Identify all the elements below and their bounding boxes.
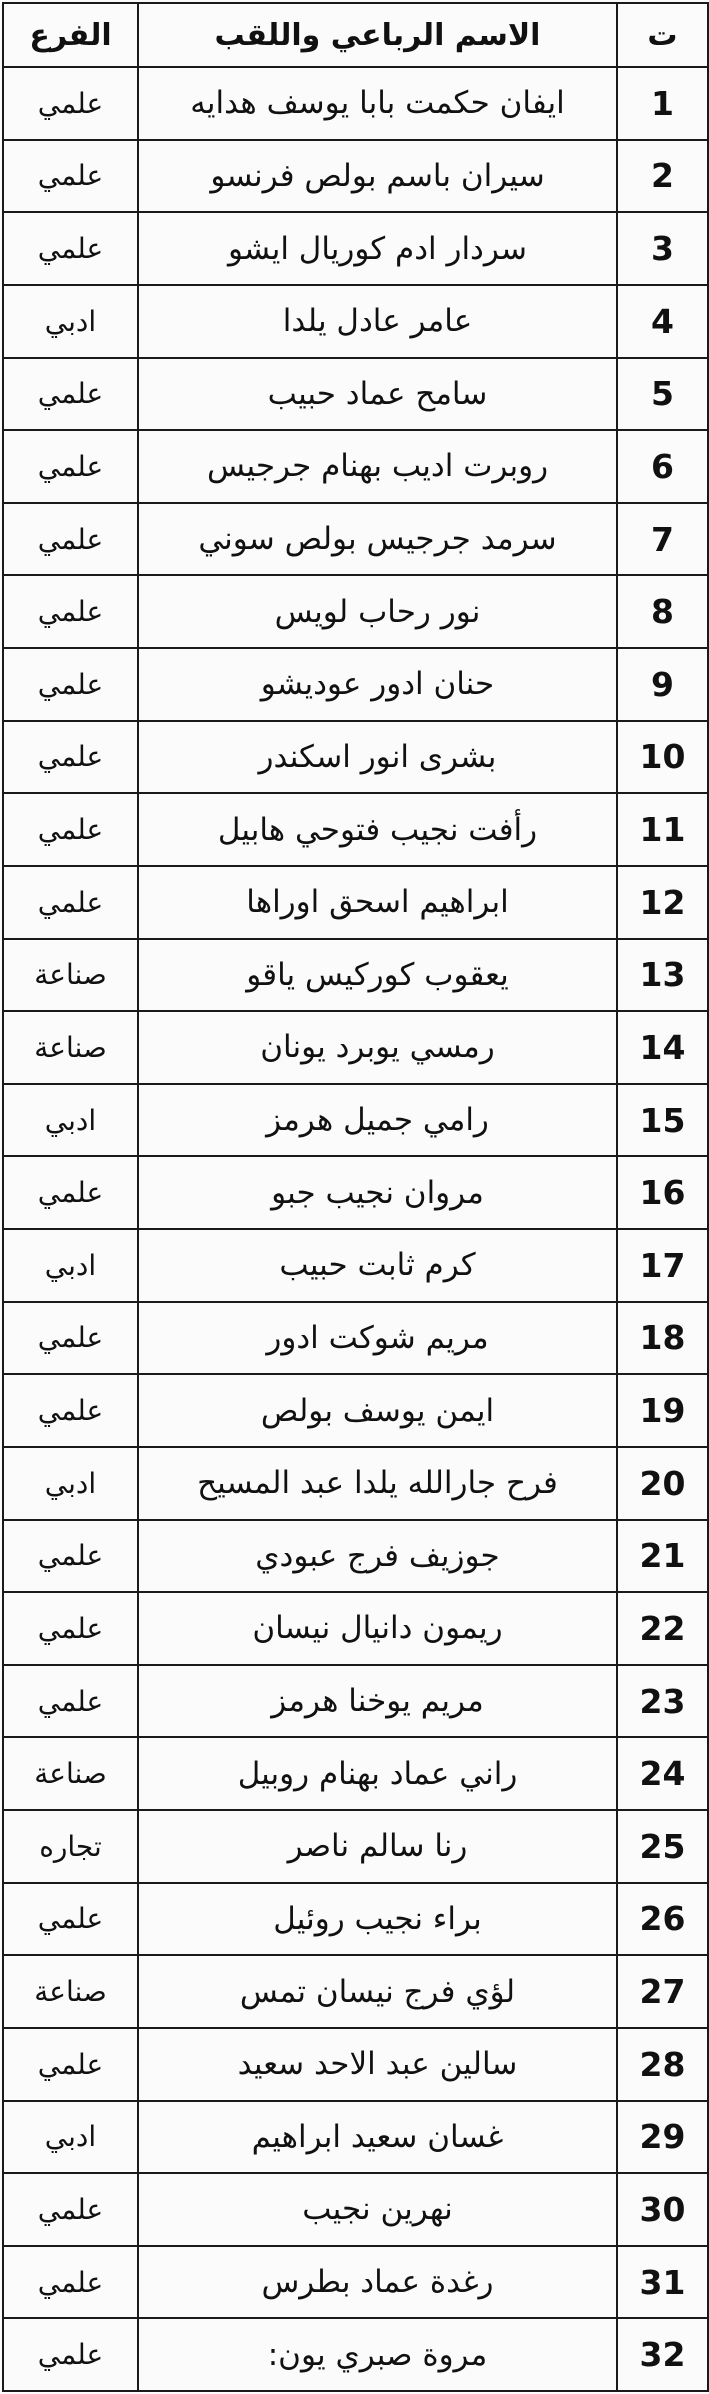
student-name: ايمن يوسف بولص <box>138 1374 617 1447</box>
table-header <box>3 3 708 67</box>
table-row <box>3 285 708 358</box>
row-number: 4 <box>617 285 708 358</box>
row-number: 17 <box>617 1229 708 1302</box>
student-branch: ادبي <box>3 1084 138 1157</box>
student-branch: علمي <box>3 358 138 431</box>
table-row <box>3 648 708 721</box>
table-row <box>3 2101 708 2174</box>
student-name: ايفان حكمت بابا يوسف هدايه <box>138 67 617 140</box>
table-row <box>3 2246 708 2319</box>
student-branch: علمي <box>3 2028 138 2101</box>
table-row <box>3 2173 708 2246</box>
table-row <box>3 866 708 939</box>
row-number: 25 <box>617 1810 708 1883</box>
student-name: سيران باسم بولص فرنسو <box>138 140 617 213</box>
row-number: 26 <box>617 1883 708 1956</box>
student-branch: صناعة <box>3 1955 138 2028</box>
student-name: رغدة عماد بطرس <box>138 2246 617 2319</box>
student-name: رمسي يوبرد يونان <box>138 1011 617 1084</box>
student-name: سالين عبد الاحد سعيد <box>138 2028 617 2101</box>
student-name: نهرين نجيب <box>138 2173 617 2246</box>
row-number: 2 <box>617 140 708 213</box>
table-row <box>3 358 708 431</box>
row-number: 22 <box>617 1592 708 1665</box>
student-name: مريم يوخنا هرمز <box>138 1665 617 1738</box>
row-number: 27 <box>617 1955 708 2028</box>
student-name: رأفت نجيب فتوحي هابيل <box>138 793 617 866</box>
table-row <box>3 1084 708 1157</box>
student-name: سرمد جرجيس بولص سوني <box>138 503 617 576</box>
table-row <box>3 1156 708 1229</box>
student-name: روبرت اديب بهنام جرجيس <box>138 430 617 503</box>
student-branch: علمي <box>3 430 138 503</box>
student-branch: علمي <box>3 1665 138 1738</box>
student-name: لؤي فرج نيسان تمس <box>138 1955 617 2028</box>
table-row <box>3 575 708 648</box>
row-number: 8 <box>617 575 708 648</box>
row-number: 20 <box>617 1447 708 1520</box>
student-branch: علمي <box>3 67 138 140</box>
table-row <box>3 1374 708 1447</box>
row-number: 18 <box>617 1302 708 1375</box>
table-row <box>3 1883 708 1956</box>
table-row <box>3 721 708 794</box>
row-number: 23 <box>617 1665 708 1738</box>
student-name: كرم ثابت حبيب <box>138 1229 617 1302</box>
table-row <box>3 1810 708 1883</box>
row-number: 5 <box>617 358 708 431</box>
table-row <box>3 1011 708 1084</box>
row-number: 6 <box>617 430 708 503</box>
student-name: عامر عادل يلدا <box>138 285 617 358</box>
header-num: ت <box>617 3 708 67</box>
row-number: 12 <box>617 866 708 939</box>
row-number: 14 <box>617 1011 708 1084</box>
student-name: ابراهيم اسحق اوراها <box>138 866 617 939</box>
header-name: الاسم الرباعي واللقب <box>138 3 617 67</box>
student-name: رنا سالم ناصر <box>138 1810 617 1883</box>
student-name: براء نجيب روئيل <box>138 1883 617 1956</box>
table-body <box>3 67 708 2391</box>
student-branch: علمي <box>3 793 138 866</box>
student-name: سردار ادم كوريال ايشو <box>138 212 617 285</box>
student-branch: علمي <box>3 1592 138 1665</box>
table-row <box>3 1447 708 1520</box>
table-row <box>3 1665 708 1738</box>
row-number: 11 <box>617 793 708 866</box>
table-row <box>3 67 708 140</box>
student-branch: علمي <box>3 503 138 576</box>
table-row <box>3 503 708 576</box>
student-branch: ادبي <box>3 1229 138 1302</box>
table-row <box>3 939 708 1012</box>
student-branch: علمي <box>3 2318 138 2391</box>
table-row <box>3 1302 708 1375</box>
student-branch: علمي <box>3 575 138 648</box>
student-branch: ادبي <box>3 1447 138 1520</box>
student-name: يعقوب كوركيس ياقو <box>138 939 617 1012</box>
header-branch: الفرع <box>3 3 138 67</box>
student-branch: ادبي <box>3 285 138 358</box>
student-branch: علمي <box>3 1520 138 1593</box>
student-branch: صناعة <box>3 939 138 1012</box>
table-row <box>3 1955 708 2028</box>
student-name: مروة صبري يون: <box>138 2318 617 2391</box>
table-row <box>3 212 708 285</box>
student-branch: علمي <box>3 212 138 285</box>
student-name: مريم شوكت ادور <box>138 1302 617 1375</box>
student-branch: علمي <box>3 866 138 939</box>
row-number: 1 <box>617 67 708 140</box>
student-branch: صناعة <box>3 1737 138 1810</box>
student-name: بشرى انور اسكندر <box>138 721 617 794</box>
student-name: جوزيف فرج عبودي <box>138 1520 617 1593</box>
student-roster-table <box>2 2 709 2392</box>
student-branch: علمي <box>3 648 138 721</box>
row-number: 31 <box>617 2246 708 2319</box>
student-name: نور رحاب لويس <box>138 575 617 648</box>
row-number: 21 <box>617 1520 708 1593</box>
row-number: 32 <box>617 2318 708 2391</box>
row-number: 7 <box>617 503 708 576</box>
row-number: 24 <box>617 1737 708 1810</box>
row-number: 9 <box>617 648 708 721</box>
student-name: فرح جارالله يلدا عبد المسيح <box>138 1447 617 1520</box>
student-name: ريمون دانيال نيسان <box>138 1592 617 1665</box>
table-row <box>3 1737 708 1810</box>
student-branch: علمي <box>3 1883 138 1956</box>
student-branch: علمي <box>3 721 138 794</box>
row-number: 16 <box>617 1156 708 1229</box>
student-name: مروان نجيب جبو <box>138 1156 617 1229</box>
student-branch: علمي <box>3 1302 138 1375</box>
table-row <box>3 793 708 866</box>
table-row <box>3 2318 708 2391</box>
row-number: 30 <box>617 2173 708 2246</box>
student-branch: تجاره <box>3 1810 138 1883</box>
student-branch: علمي <box>3 2173 138 2246</box>
student-branch: علمي <box>3 140 138 213</box>
row-number: 13 <box>617 939 708 1012</box>
row-number: 15 <box>617 1084 708 1157</box>
table-row <box>3 430 708 503</box>
row-number: 28 <box>617 2028 708 2101</box>
row-number: 29 <box>617 2101 708 2174</box>
student-branch: علمي <box>3 1374 138 1447</box>
header-row <box>3 3 708 67</box>
row-number: 10 <box>617 721 708 794</box>
table-row <box>3 140 708 213</box>
student-name: غسان سعيد ابراهيم <box>138 2101 617 2174</box>
student-name: رامي جميل هرمز <box>138 1084 617 1157</box>
table-row <box>3 1592 708 1665</box>
student-branch: علمي <box>3 1156 138 1229</box>
student-name: حنان ادور عوديشو <box>138 648 617 721</box>
student-name: سامح عماد حبيب <box>138 358 617 431</box>
student-branch: ادبي <box>3 2101 138 2174</box>
table-row <box>3 1229 708 1302</box>
student-name: راني عماد بهنام روبيل <box>138 1737 617 1810</box>
table-row <box>3 1520 708 1593</box>
row-number: 19 <box>617 1374 708 1447</box>
student-branch: علمي <box>3 2246 138 2319</box>
row-number: 3 <box>617 212 708 285</box>
student-branch: صناعة <box>3 1011 138 1084</box>
table-row <box>3 2028 708 2101</box>
